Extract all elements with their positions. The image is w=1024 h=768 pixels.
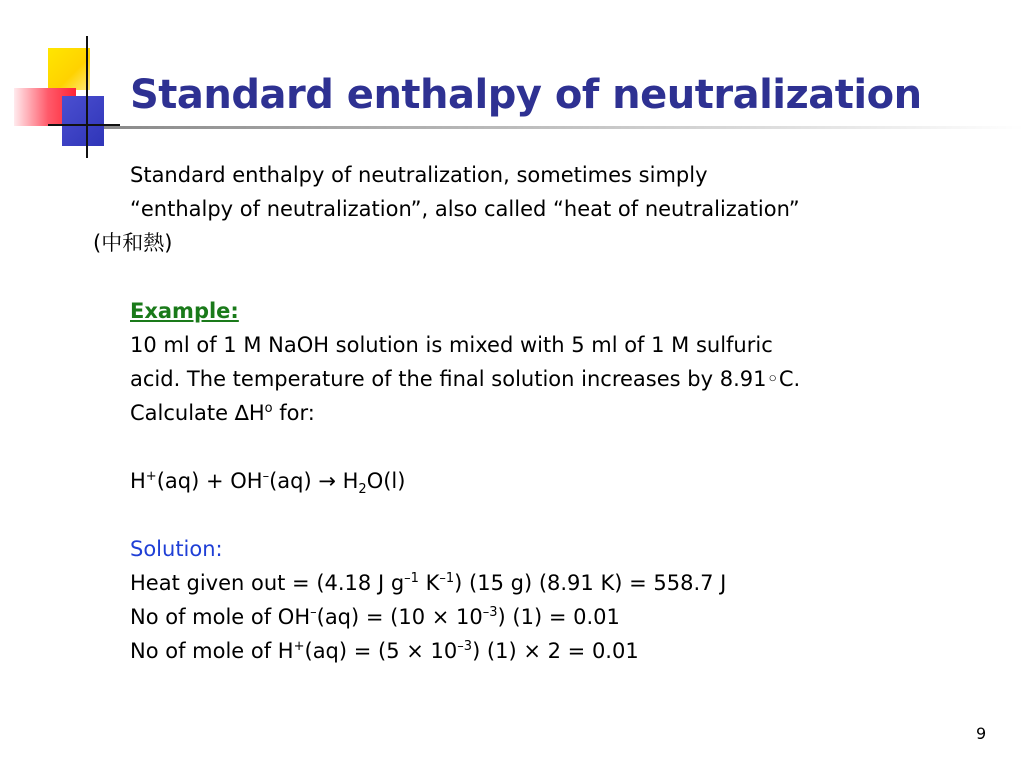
example-line-1: 10 ml of 1 M NaOH solution is mixed with 5 ml of 1 M sulfuric <box>130 333 773 357</box>
intro-text <box>130 158 990 226</box>
h-text-e: 2 = 0.01 <box>540 639 639 663</box>
times-icon: × <box>406 639 424 663</box>
intro-line-1: Standard enthalpy of neutralization, sometimes simply <box>130 163 708 187</box>
delta-symbol: ∆ <box>234 401 249 425</box>
oh-text-c: 10 <box>449 605 483 629</box>
calc-prefix: Calculate <box>130 401 235 425</box>
slide-logo-decoration <box>0 0 140 170</box>
h-exp: –3 <box>457 639 473 654</box>
solution-h-line <box>130 634 990 668</box>
example-block <box>130 294 990 430</box>
h-text-d: ) (1) <box>472 639 524 663</box>
heat-text-a: Heat given out = (4.18 J g <box>130 571 405 595</box>
solution-heat-line <box>130 566 990 600</box>
intro-line-2: “enthalpy of neutralization”, also called “heat of neutralization” <box>130 197 800 221</box>
example-heading-line <box>130 294 990 328</box>
equation <box>130 464 990 498</box>
logo-yellow-square <box>48 48 90 90</box>
arrow-icon: → <box>318 469 336 493</box>
example-heading: Example: <box>130 299 239 323</box>
h-text-b: (aq) = (5 <box>304 639 407 663</box>
h-text-c: 10 <box>423 639 458 663</box>
oh-minus-charge: – <box>310 605 317 620</box>
h-plus-charge: + <box>293 639 305 654</box>
h-symbol: H <box>248 401 265 425</box>
eq-aq1: (aq) + OH <box>156 469 263 493</box>
slide-title: Standard enthalpy of neutralization <box>130 72 922 118</box>
eq-h2: H <box>335 469 359 493</box>
solution-oh-line <box>130 600 990 634</box>
times-icon: × <box>523 639 541 663</box>
logo-vertical-line <box>86 36 88 158</box>
eq-rest: O(l) <box>366 469 406 493</box>
equation-line <box>130 464 990 498</box>
calc-suffix: for: <box>272 401 315 425</box>
oh-text-b: (aq) = (10 <box>316 605 432 629</box>
example-line-2: acid. The temperature of the final solution increases by 8.91◦C. <box>130 367 801 391</box>
example-line-3 <box>130 396 990 430</box>
title-underline-rule <box>104 126 1024 129</box>
heat-exp-1: –1 <box>404 571 419 586</box>
eq-plus-charge: + <box>145 469 157 484</box>
oh-text-d: ) (1) = 0.01 <box>497 605 620 629</box>
logo-blue-square <box>62 96 104 146</box>
page-number: 9 <box>976 724 987 743</box>
heat-text-b: K <box>418 571 440 595</box>
eq-aq2: (aq) <box>269 469 319 493</box>
times-icon: × <box>431 605 450 629</box>
oh-text-a: No of mole of OH <box>130 605 311 629</box>
eq-subscript-2: 2 <box>358 482 367 498</box>
eq-h: H <box>130 469 146 493</box>
oh-exp: –3 <box>482 605 498 620</box>
degree-superscript: o <box>264 401 273 416</box>
solution-heading: Solution: <box>130 537 223 561</box>
solution-block <box>130 532 990 668</box>
eq-minus-charge: – <box>262 469 270 484</box>
heat-exp-2: –1 <box>439 571 455 586</box>
intro-line-3: (中和熱) <box>93 231 173 255</box>
h-text-a: No of mole of H <box>130 639 294 663</box>
heat-text-c: ) (15 g) (8.91 K) = 558.7 J <box>454 571 727 595</box>
